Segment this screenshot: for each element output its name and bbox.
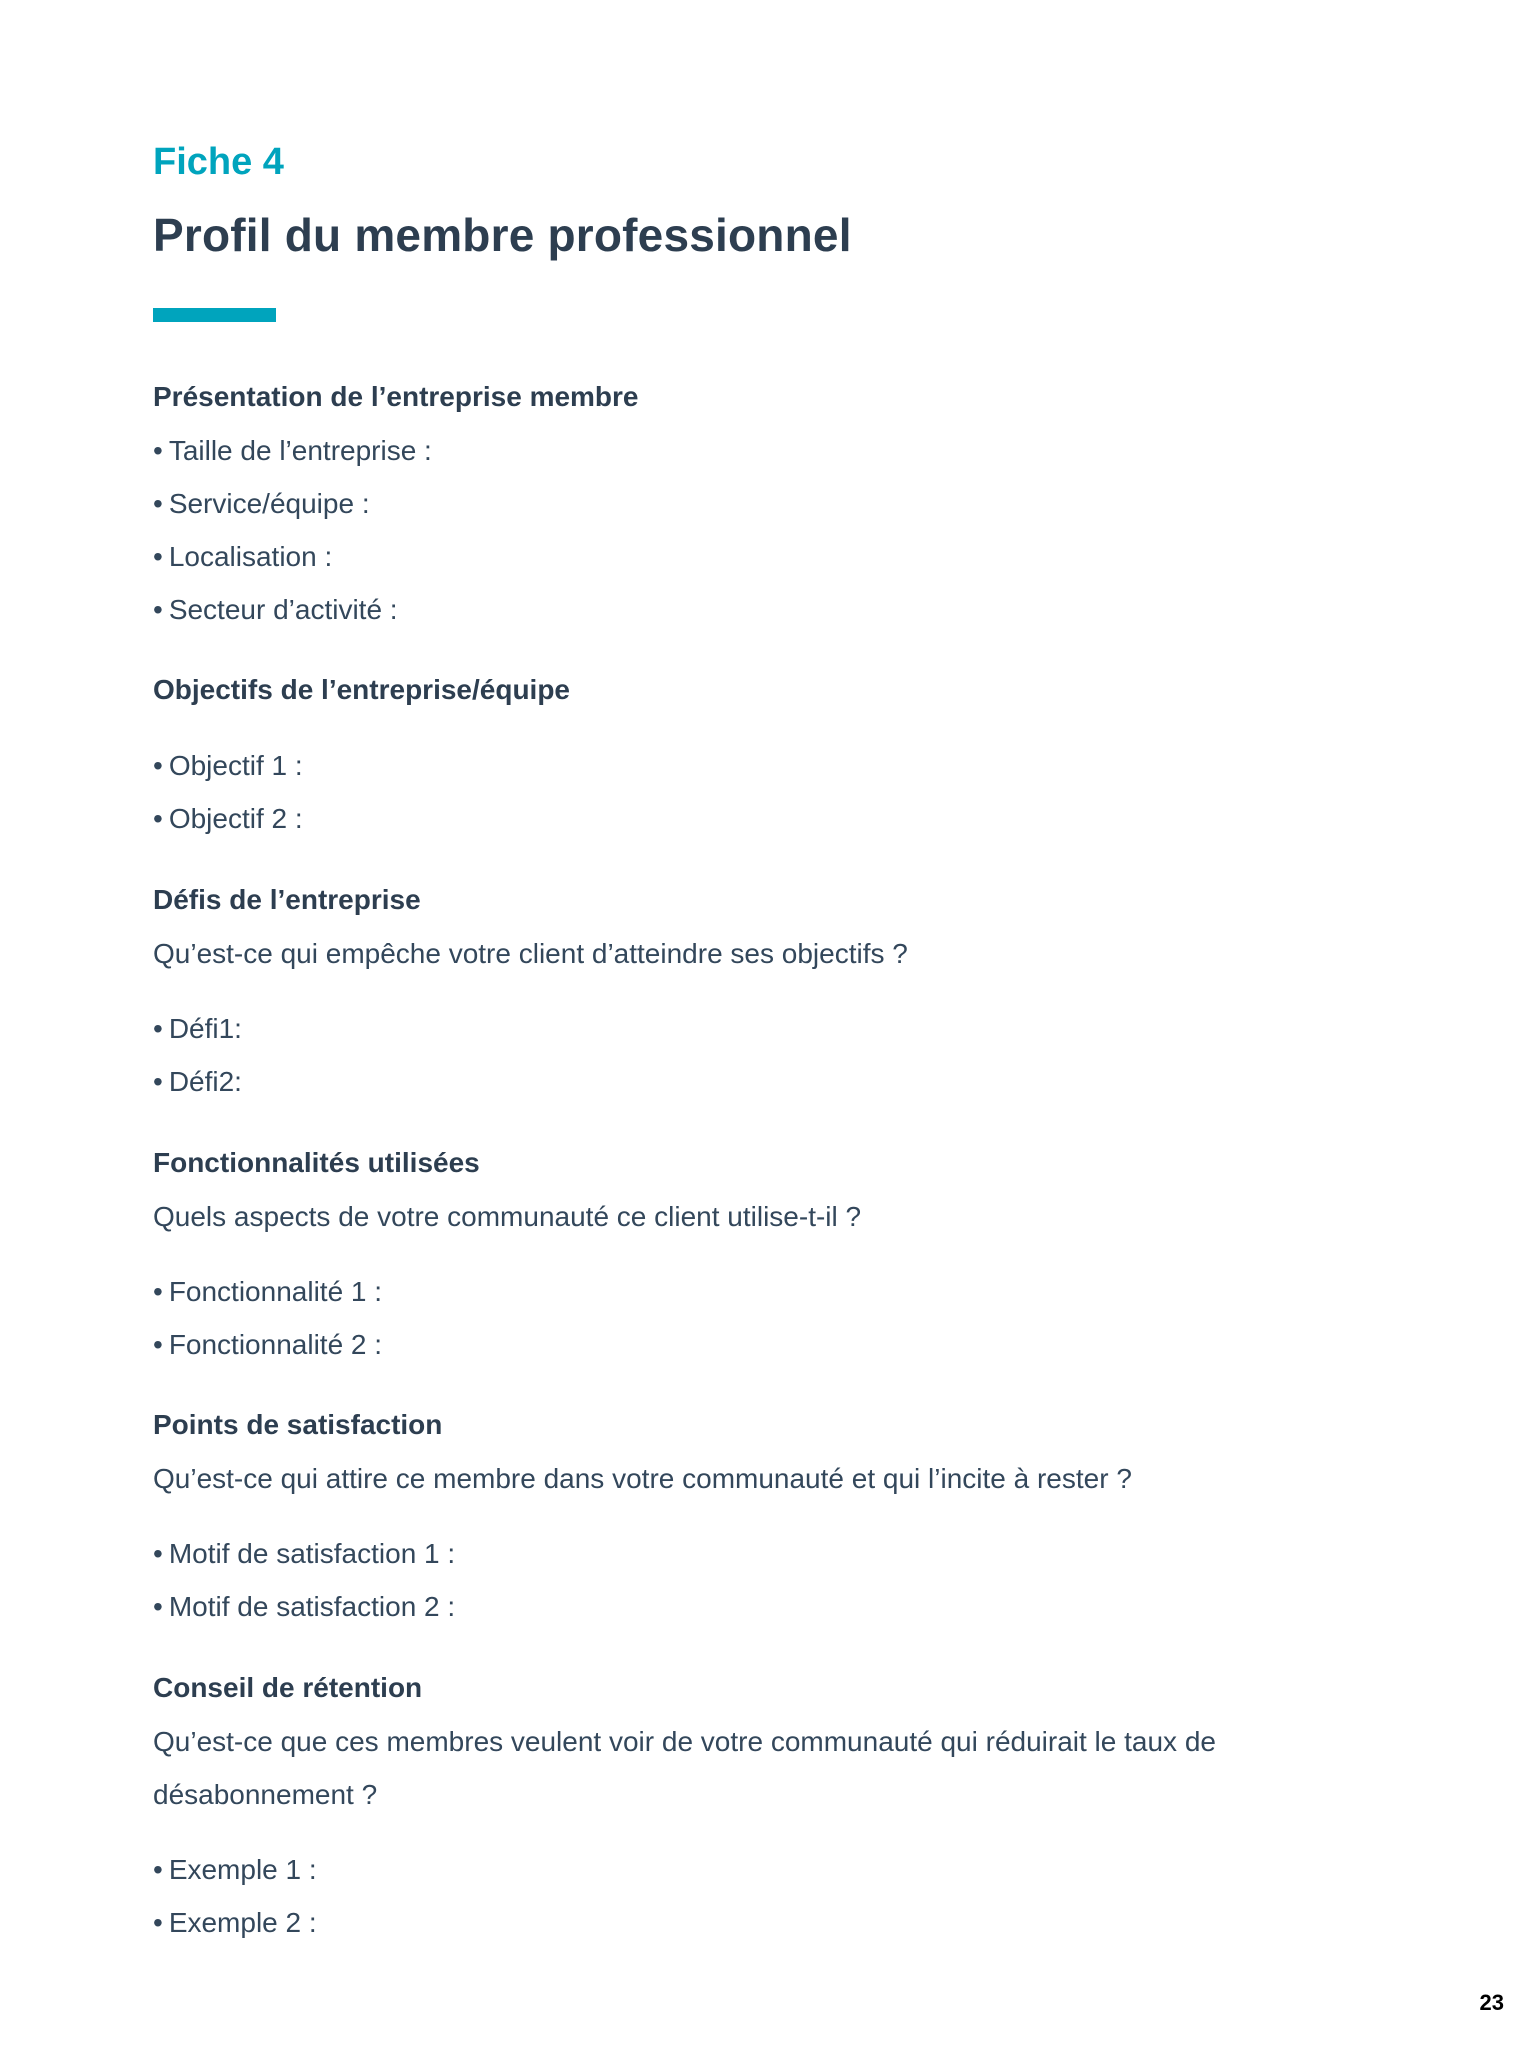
sheet-label: Fiche 4 xyxy=(153,141,284,183)
list-item: • Exemple 2 : xyxy=(153,1896,1393,1949)
list-item: • Exemple 1 : xyxy=(153,1843,1393,1896)
list-item: • Localisation : xyxy=(153,530,1393,583)
bullet-list xyxy=(153,424,1393,636)
list-item: • Fonctionnalité 2 : xyxy=(153,1318,1393,1371)
section-objectives xyxy=(153,663,1393,845)
section-challenges xyxy=(153,873,1393,1108)
list-item: • Taille de l’entreprise : xyxy=(153,424,1393,477)
bullet-list xyxy=(153,1265,1393,1371)
bullet-list xyxy=(153,1527,1393,1633)
list-item: • Secteur d’activité : xyxy=(153,583,1393,636)
list-item: • Objectif 2 : xyxy=(153,792,1393,845)
bullet-list xyxy=(153,739,1393,845)
list-item: • Défi1: xyxy=(153,1002,1393,1055)
page-number: 23 xyxy=(1479,1990,1504,2015)
bullet-list xyxy=(153,1843,1393,1949)
page-title: Profil du membre professionnel xyxy=(153,209,852,261)
list-item: • Motif de satisfaction 1 : xyxy=(153,1527,1393,1580)
list-item: • Motif de satisfaction 2 : xyxy=(153,1580,1393,1633)
section-heading: Présentation de l’entreprise membre xyxy=(153,381,639,412)
accent-divider xyxy=(153,308,276,322)
section-company-presentation xyxy=(153,370,1393,636)
section-satisfaction-points xyxy=(153,1398,1393,1633)
bullet-list xyxy=(153,1002,1393,1108)
section-description: Qu’est-ce qui empêche votre client d’atteindre ses objectifs ? xyxy=(153,938,908,969)
section-heading: Points de satisfaction xyxy=(153,1409,443,1440)
accent-divider-fill xyxy=(153,308,276,322)
list-item: • Défi2: xyxy=(153,1055,1393,1108)
section-heading: Fonctionnalités utilisées xyxy=(153,1147,480,1178)
section-retention-advice xyxy=(153,1661,1393,1949)
section-heading: Conseil de rétention xyxy=(153,1672,423,1703)
section-description: Qu’est-ce qui attire ce membre dans votre communauté et qui l’incite à rester ? xyxy=(153,1463,1132,1494)
section-heading: Défis de l’entreprise xyxy=(153,884,421,915)
section-heading: Objectifs de l’entreprise/équipe xyxy=(153,674,571,705)
list-item: • Fonctionnalité 1 : xyxy=(153,1265,1393,1318)
section-features-used xyxy=(153,1136,1393,1371)
list-item: • Objectif 1 : xyxy=(153,739,1393,792)
section-description: Quels aspects de votre communauté ce client utilise-t-il ? xyxy=(153,1201,862,1232)
list-item: • Service/équipe : xyxy=(153,477,1393,530)
section-description: Qu’est-ce que ces membres veulent voir de votre communauté qui réduirait le taux de désabonnement ? xyxy=(153,1726,1216,1810)
